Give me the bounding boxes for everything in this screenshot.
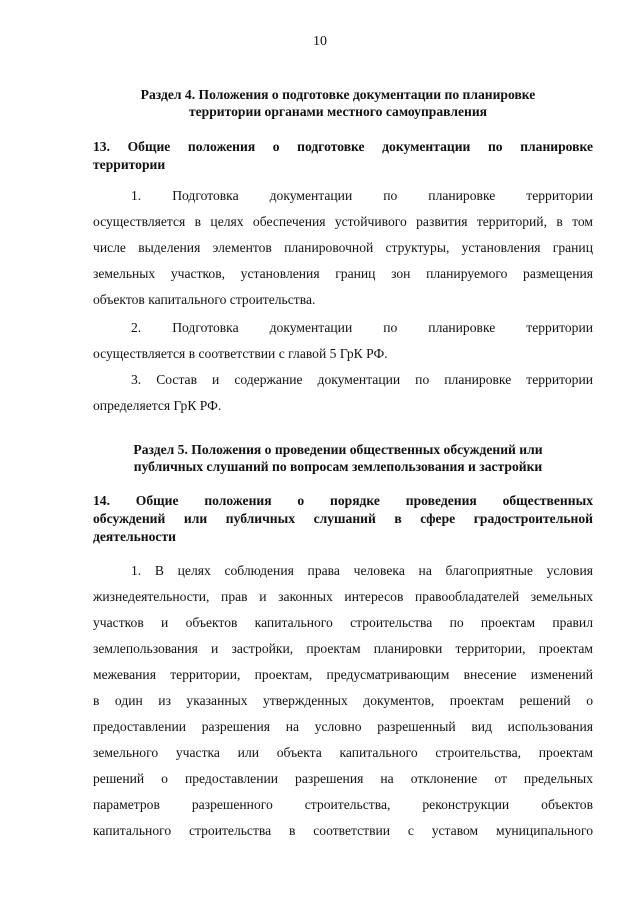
article-14-title (93, 492, 593, 546)
article-14-title-line-1: 14. Общие положения о порядке проведения общественных (93, 493, 593, 508)
article-13-paragraph-3 (93, 367, 593, 419)
paragraph-line: капитального строительства в соответствии с уставом муниципального (93, 823, 593, 838)
section-4-title-line-1: Раздел 4. Положения о подготовке документации по планировке (140, 87, 536, 102)
section-4-title (90, 86, 586, 120)
paragraph-line: 3. Состав и содержание документации по планировке территории (131, 372, 593, 387)
paragraph-line: решений о предоставлении разрешения на отклонение от предельных (93, 771, 593, 786)
paragraph-line: межевания территории, проектам, предусматривающим внесение изменений (93, 667, 593, 682)
paragraph-line: осуществляется в целях обеспечения устойчивого развития территорий, в том (93, 214, 593, 229)
paragraph-line: объектов капитального строительства. (93, 292, 316, 307)
paragraph-line: 1. Подготовка документации по планировке территории (131, 188, 593, 203)
paragraph-line: земельных участков, установления границ зон планируемого размещения (93, 266, 593, 281)
article-13-title-line-1: 13. Общие положения о подготовке документации по планировке (93, 139, 593, 154)
article-13-title-line-2: территории (93, 157, 166, 172)
article-14-title-line-3: деятельности (93, 529, 176, 544)
paragraph-line: жизнедеятельности, прав и законных интересов правообладателей земельных (93, 589, 593, 604)
section-5-title-line-2: публичных слушаний по вопросам землепользования и застройки (133, 459, 543, 474)
paragraph-line: земельного участка или объекта капитального строительства, проектам (93, 745, 593, 760)
page-number: 10 (313, 34, 327, 49)
paragraph-line: осуществляется в соответствии с главой 5 ГрК РФ. (93, 346, 388, 361)
paragraph-line: предоставлении разрешения на условно разрешенный вид использования (93, 719, 593, 734)
paragraph-line: в один из указанных утвержденных документов, проектам решений о (93, 693, 593, 708)
paragraph-line: определяется ГрК РФ. (93, 398, 222, 413)
paragraph-line: землепользования и застройки, проектам планировки территории, проектам (93, 641, 593, 656)
paragraph-line: 2. Подготовка документации по планировке территории (131, 320, 593, 335)
article-13-title (93, 138, 593, 174)
article-13-paragraph-2 (93, 315, 593, 367)
paragraph-line: параметров разрешенного строительства, реконструкции объектов (93, 797, 593, 812)
section-4-title-line-2: территории органами местного самоуправления (188, 104, 488, 119)
section-5-title-line-1: Раздел 5. Положения о проведении общественных обсуждений или (133, 442, 543, 457)
section-5-title (90, 441, 586, 475)
paragraph-line: числе выделения элементов планировочной структуры, установления границ (93, 240, 593, 255)
article-13-paragraph-1 (93, 183, 593, 313)
article-14-paragraph-1 (93, 558, 593, 844)
article-14-title-line-2: обсуждений или публичных слушаний в сфере градостроительной (93, 511, 593, 526)
paragraph-line: участков и объектов капитального строительства по проектам правил (93, 615, 593, 630)
paragraph-line: 1. В целях соблюдения права человека на благоприятные условия (131, 563, 593, 578)
